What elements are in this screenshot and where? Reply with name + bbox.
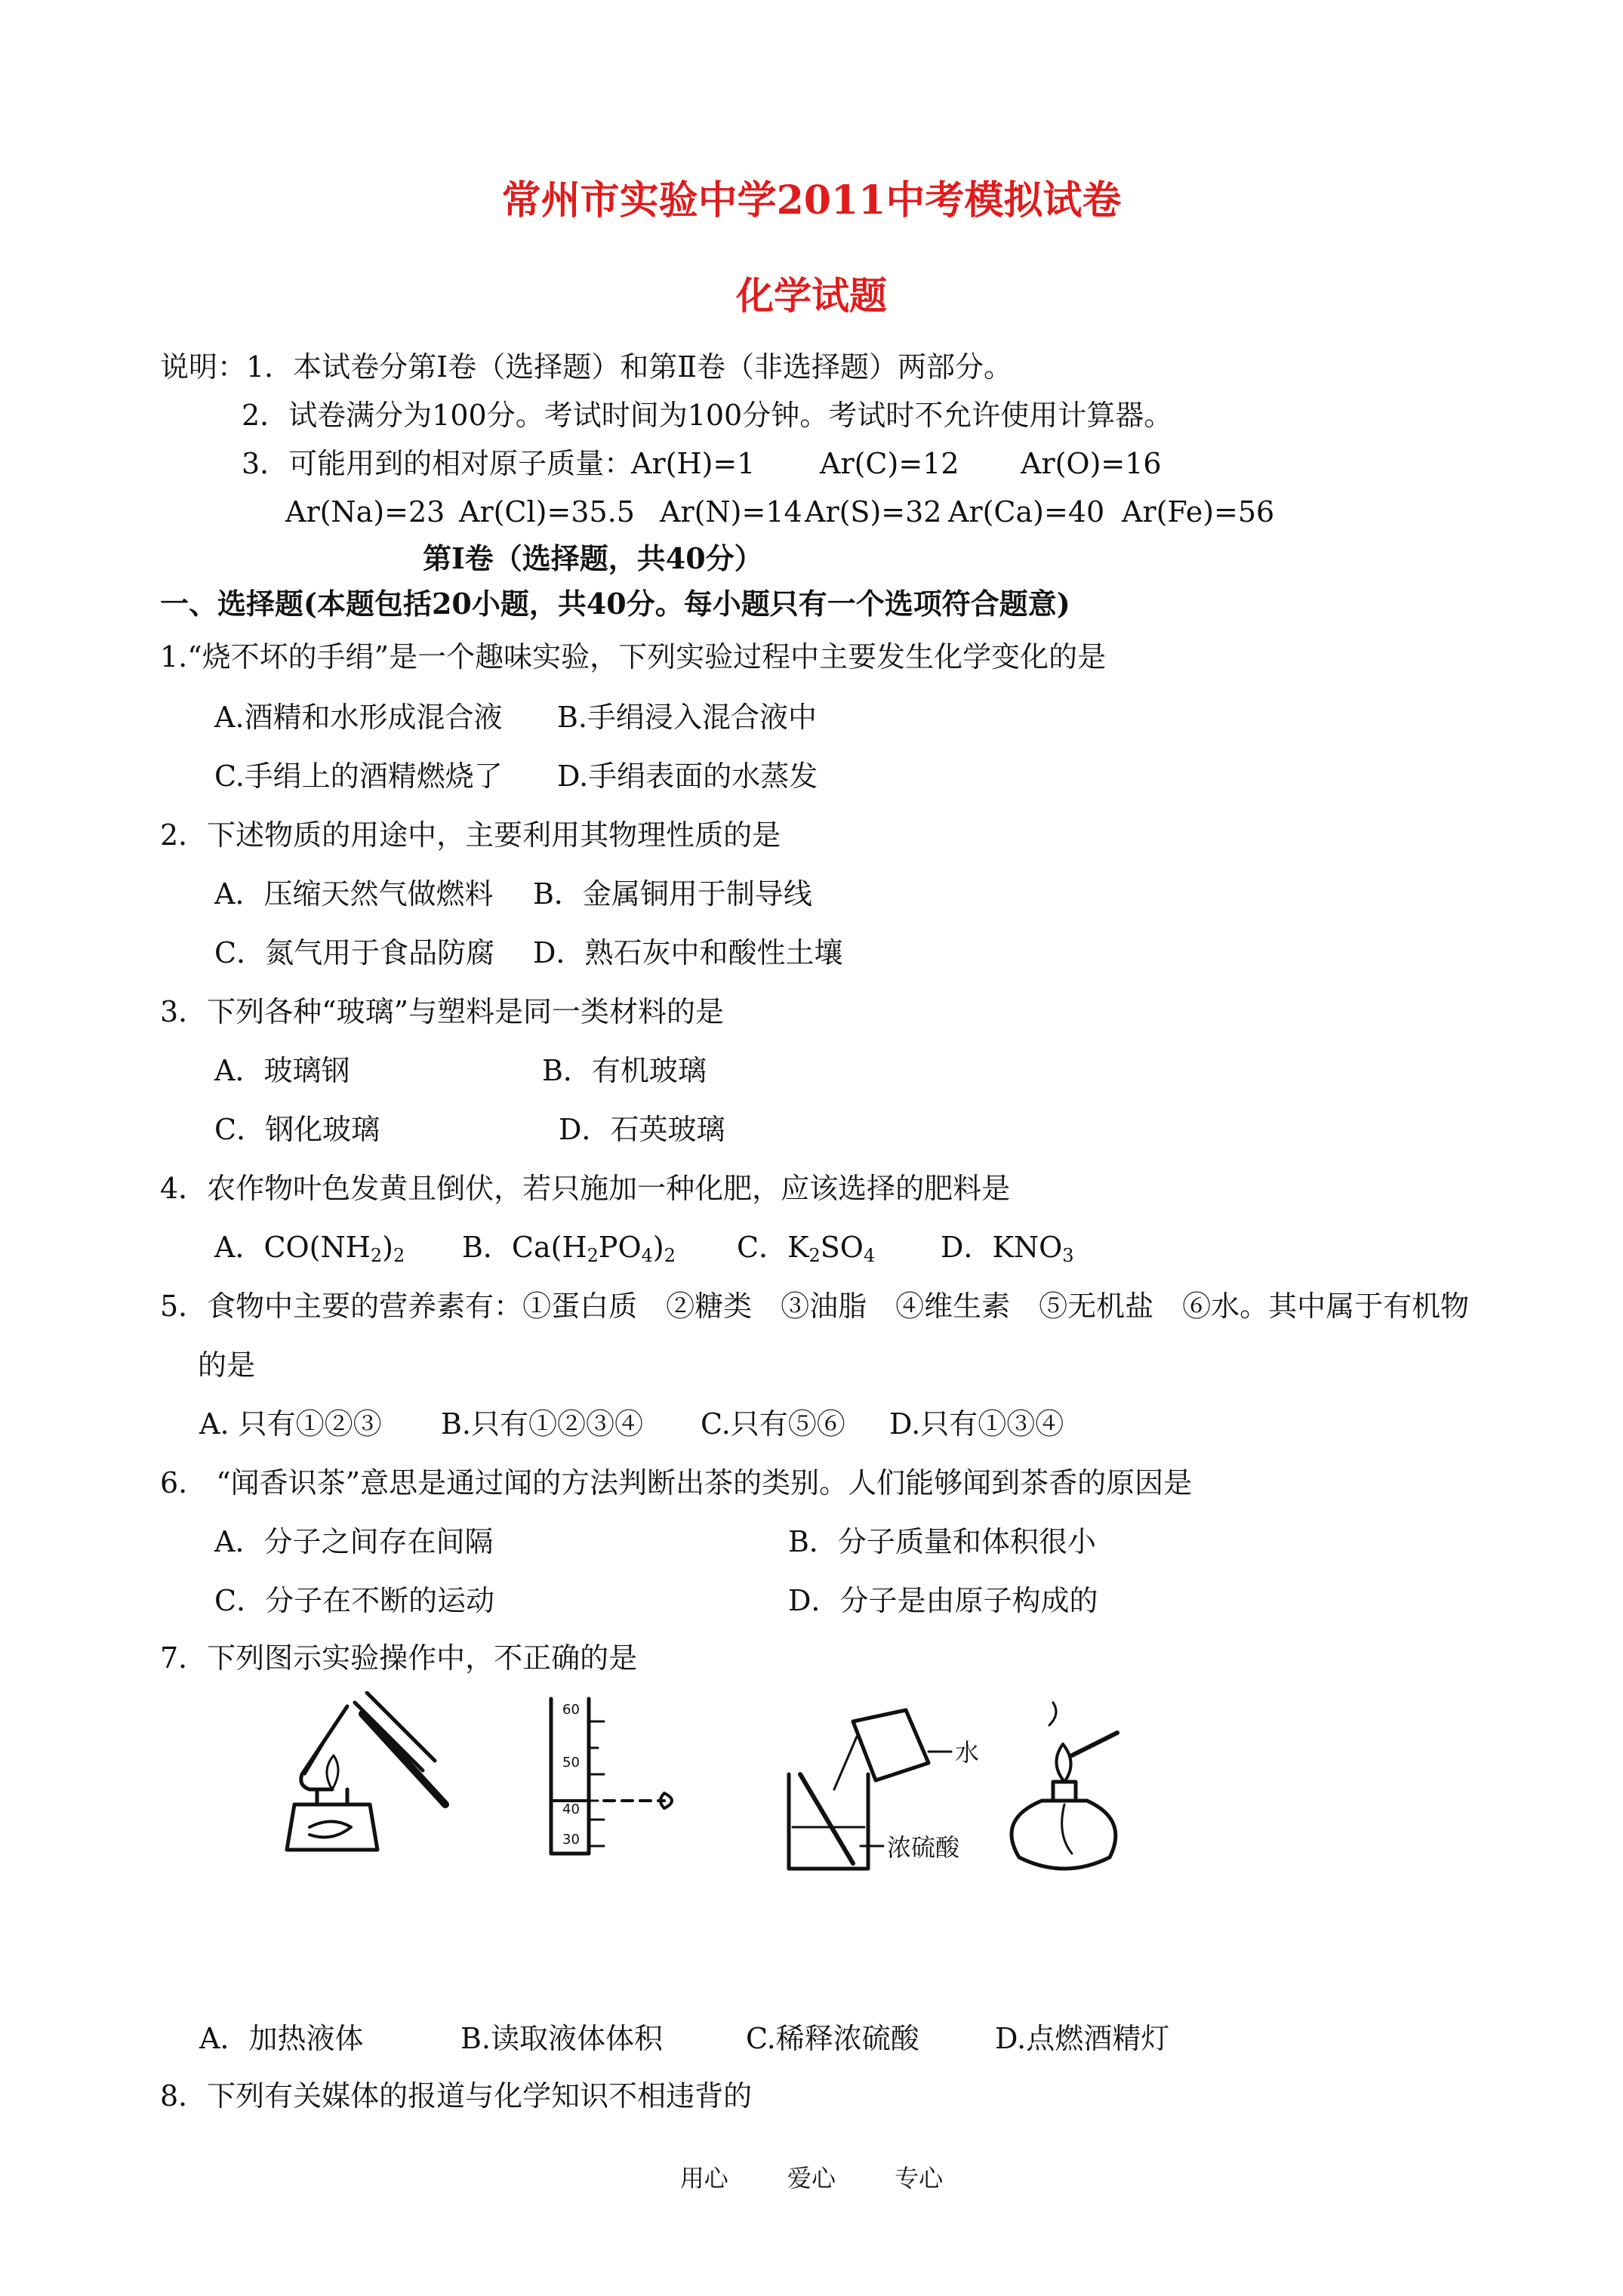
cylinder-tick-30: 30 [562, 1832, 580, 1848]
q2-option-d: D．熟石灰中和酸性土壤 [533, 936, 843, 969]
q4-option-a: A．$CO(NH_2)_2$ [214, 1231, 405, 1266]
note-3-label: 3．可能用到的相对原子质量： [242, 447, 633, 480]
q3-stem: 3．下列各种“玻璃”与塑料是同一类材料的是 [160, 995, 725, 1028]
section1-title: 一、选择题(本题包括20小题，共40分。每小题只有一个选项符合题意) [160, 587, 1070, 621]
q1-option-a: A.酒精和水形成混合液 [214, 701, 503, 734]
q3-option-a: A．玻璃钢 [214, 1054, 350, 1087]
q5-option-c: C.只有⑤⑥ [701, 1407, 845, 1441]
q3-option-d: D．石英玻璃 [559, 1113, 725, 1146]
q6-option-d: D．分子是由原子构成的 [788, 1584, 1098, 1617]
q7-option-a: A．加热液体 [199, 2022, 364, 2055]
q4-option-c: C．$K_2SO_4$ [737, 1231, 876, 1266]
q6-option-b: B．分子质量和体积很小 [788, 1525, 1096, 1558]
cylinder-tick-50: 50 [562, 1755, 580, 1771]
footer-text-3: 专心 [895, 2164, 944, 2193]
q6-stem: 6. “闻香识茶”意思是通过闻的方法判断出茶的类别。人们能够闻到茶香的原因是 [160, 1466, 1193, 1499]
q5-option-d: D.只有①③④ [889, 1407, 1064, 1441]
light-lamp-illustration [1012, 1703, 1117, 1869]
q8-stem: 8．下列有关媒体的报道与化学知识不相违背的 [160, 2079, 753, 2113]
read-cylinder-illustration [551, 1699, 672, 1854]
q5-option-a: A. 只有①②③ [199, 1407, 382, 1441]
note-2: 2．试卷满分为100分。考试时间为100分钟。考试时不允许使用计算器。 [242, 399, 1173, 432]
q1-option-b: B.手绢浸入混合液中 [557, 701, 818, 734]
q2-stem: 2．下述物质的用途中，主要利用其物理性质的是 [160, 818, 781, 852]
atom-fe: Ar(Fe)=56 [1122, 495, 1275, 529]
note-3 [242, 445, 633, 482]
q5-stem-line1: 5．食物中主要的营养素有：①蛋白质 ②糖类 ③油脂 ④维生素 ⑤无机盐 ⑥水。其中属于有机物 [160, 1290, 1470, 1323]
atom-cl: Ar(Cl)=35.5 [459, 495, 635, 529]
q5-option-b: B.只有①②③④ [441, 1407, 644, 1441]
atom-s: Ar(S)=32 [805, 495, 942, 529]
q3-option-c: C．钢化玻璃 [214, 1113, 380, 1146]
q2-option-b: B．金属铜用于制导线 [533, 877, 812, 911]
q6-option-a: A．分子之间存在间隔 [214, 1525, 494, 1558]
atom-na: Ar(Na)=23 [285, 495, 445, 529]
heating-liquid-illustration [287, 1693, 445, 1850]
page-footer [0, 2159, 1623, 2194]
cylinder-tick-60: 60 [562, 1702, 580, 1718]
q1-option-d: D.手绢表面的水蒸发 [557, 760, 818, 793]
q2-option-c: C．氮气用于食品防腐 [214, 936, 495, 969]
atom-ca: Ar(Ca)=40 [948, 495, 1105, 529]
atom-h: Ar(H)=1 [631, 447, 756, 480]
q4-option-b: B．$Ca(H_2PO_4)_2$ [462, 1231, 676, 1266]
label-acid: 浓硫酸 [887, 1833, 960, 1862]
atom-n: Ar(N)=14 [660, 495, 802, 529]
q7-stem: 7．下列图示实验操作中，不正确的是 [160, 1641, 638, 1675]
q7-option-b: B.读取液体体积 [460, 2022, 664, 2055]
footer-text-2: 爱心 [787, 2164, 836, 2193]
q7-option-c: C.稀释浓硫酸 [746, 2022, 919, 2055]
atom-o: Ar(O)=16 [1021, 447, 1162, 480]
q7-option-d: D.点燃酒精灯 [995, 2022, 1170, 2055]
q2-option-a: A．压缩天然气做燃料 [214, 877, 494, 911]
label-water: 水 [955, 1738, 980, 1767]
footer-text-1: 用心 [679, 2164, 728, 2193]
part1-title: 第Ⅰ卷（选择题，共40分） [423, 541, 763, 575]
exam-subtitle: 化学试题 [736, 273, 887, 318]
atom-c: Ar(C)=12 [820, 447, 959, 480]
cylinder-tick-40: 40 [562, 1801, 580, 1817]
q7-lab-figure [272, 1691, 1193, 1918]
q1-option-c: C.手绢上的酒精燃烧了 [214, 760, 503, 793]
q5-stem-line2: 的是 [198, 1348, 256, 1382]
exam-title: 常州市实验中学2011中考模拟试卷 [501, 177, 1122, 223]
q6-option-c: C．分子在不断的运动 [214, 1584, 495, 1617]
note-1: 说明：1．本试卷分第Ⅰ卷（选择题）和第Ⅱ卷（非选择题）两部分。 [160, 350, 1013, 384]
q1-stem: 1.“烧不坏的手绢”是一个趣味实验，下列实验过程中主要发生化学变化的是 [160, 640, 1107, 673]
q3-option-b: B．有机玻璃 [542, 1054, 707, 1087]
q4-stem: 4．农作物叶色发黄且倒伏，若只施加一种化肥，应该选择的肥料是 [160, 1172, 1011, 1205]
q4-option-d: D．$KNO_3$ [941, 1231, 1074, 1266]
